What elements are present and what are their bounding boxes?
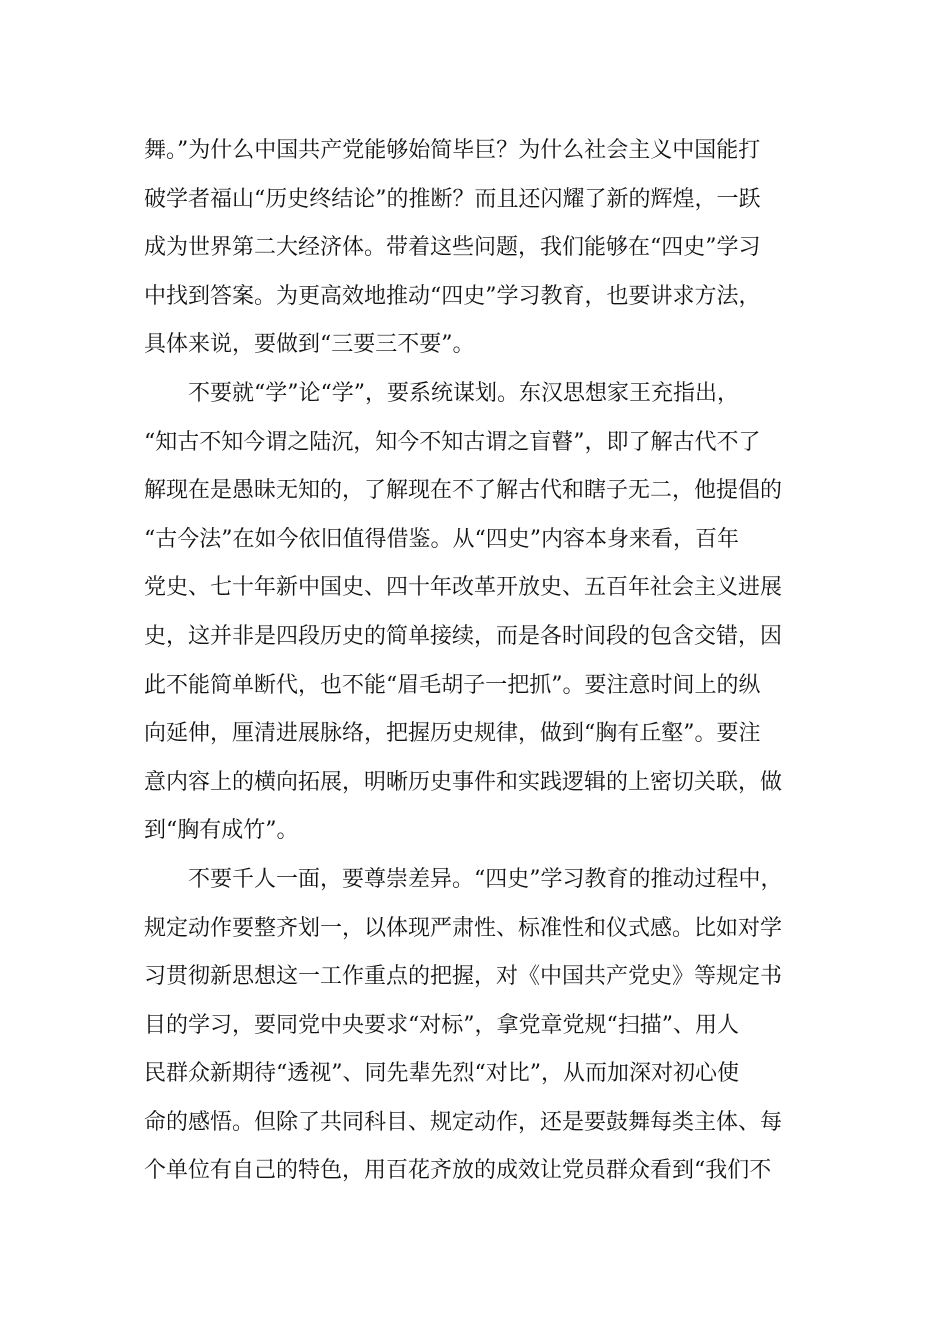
text-line: “知古不知今谓之陆沉，知今不知古谓之盲瞽”，即了解古代不了 bbox=[144, 429, 761, 455]
text-line: 到“胸有成竹”。 bbox=[144, 818, 299, 844]
text-line: 意内容上的横向拓展，明晰历史事件和实践逻辑的上密切关联，做 bbox=[144, 769, 783, 795]
text-line: 党史、七十年新中国史、四十年改革开放史、五百年社会主义进展 bbox=[144, 575, 783, 601]
text-line: 成为世界第二大经济体。带着这些问题，我们能够在“四史”学习 bbox=[144, 235, 761, 261]
text-line: 目的学习，要同党中央要求“对标”，拿党章党规“扫描”、用人 bbox=[144, 1012, 739, 1038]
paragraph-start-line: 不要就“学”论“学”，要系统谋划。东汉思想家王充指出， bbox=[188, 380, 739, 406]
text-line: 史，这并非是四段历史的简单接续，而是各时间段的包含交错，因 bbox=[144, 623, 783, 649]
text-line: 具体来说，要做到“三要三不要”。 bbox=[144, 332, 475, 358]
text-line: 习贯彻新思想这一工作重点的把握，对《中国共产党史》等规定书 bbox=[144, 964, 783, 990]
paragraph-start-line: 不要千人一面，要尊崇差异。“四史”学习教育的推动过程中， bbox=[188, 866, 783, 892]
text-line: 此不能简单断代，也不能“眉毛胡子一把抓”。要注意时间上的纵 bbox=[144, 672, 761, 698]
text-line: 舞。”为什么中国共产党能够始简毕巨？为什么社会主义中国能打 bbox=[144, 138, 761, 163]
text-line: 解现在是愚昧无知的，了解现在不了解古代和瞎子无二，他提倡的 bbox=[144, 478, 783, 504]
text-line: 个单位有自己的特色，用百花齐放的成效让党员群众看到“我们不 bbox=[144, 1158, 772, 1184]
text-line: 破学者福山“历史终结论”的推断？而且还闪耀了新的辉煌，一跃 bbox=[144, 186, 761, 212]
text-line: 规定动作要整齐划一，以体现严肃性、标准性和仪式感。比如对学 bbox=[144, 915, 783, 941]
text-line: 中找到答案。为更高效地推动“四史”学习教育，也要讲求方法， bbox=[144, 283, 761, 309]
text-line: “古今法”在如今依旧值得借鉴。从“四史”内容本身来看，百年 bbox=[144, 526, 739, 552]
text-line: 民群众新期待“透视”、同先辈先烈“对比”，从而加深对初心使 bbox=[144, 1061, 739, 1087]
text-line: 命的感悟。但除了共同科目、规定动作，还是要鼓舞每类主体、每 bbox=[144, 1109, 783, 1135]
text-line: 向延伸，厘清进展脉络，把握历史规律，做到“胸有丘壑”。要注 bbox=[144, 721, 761, 747]
body-text bbox=[144, 127, 824, 1196]
